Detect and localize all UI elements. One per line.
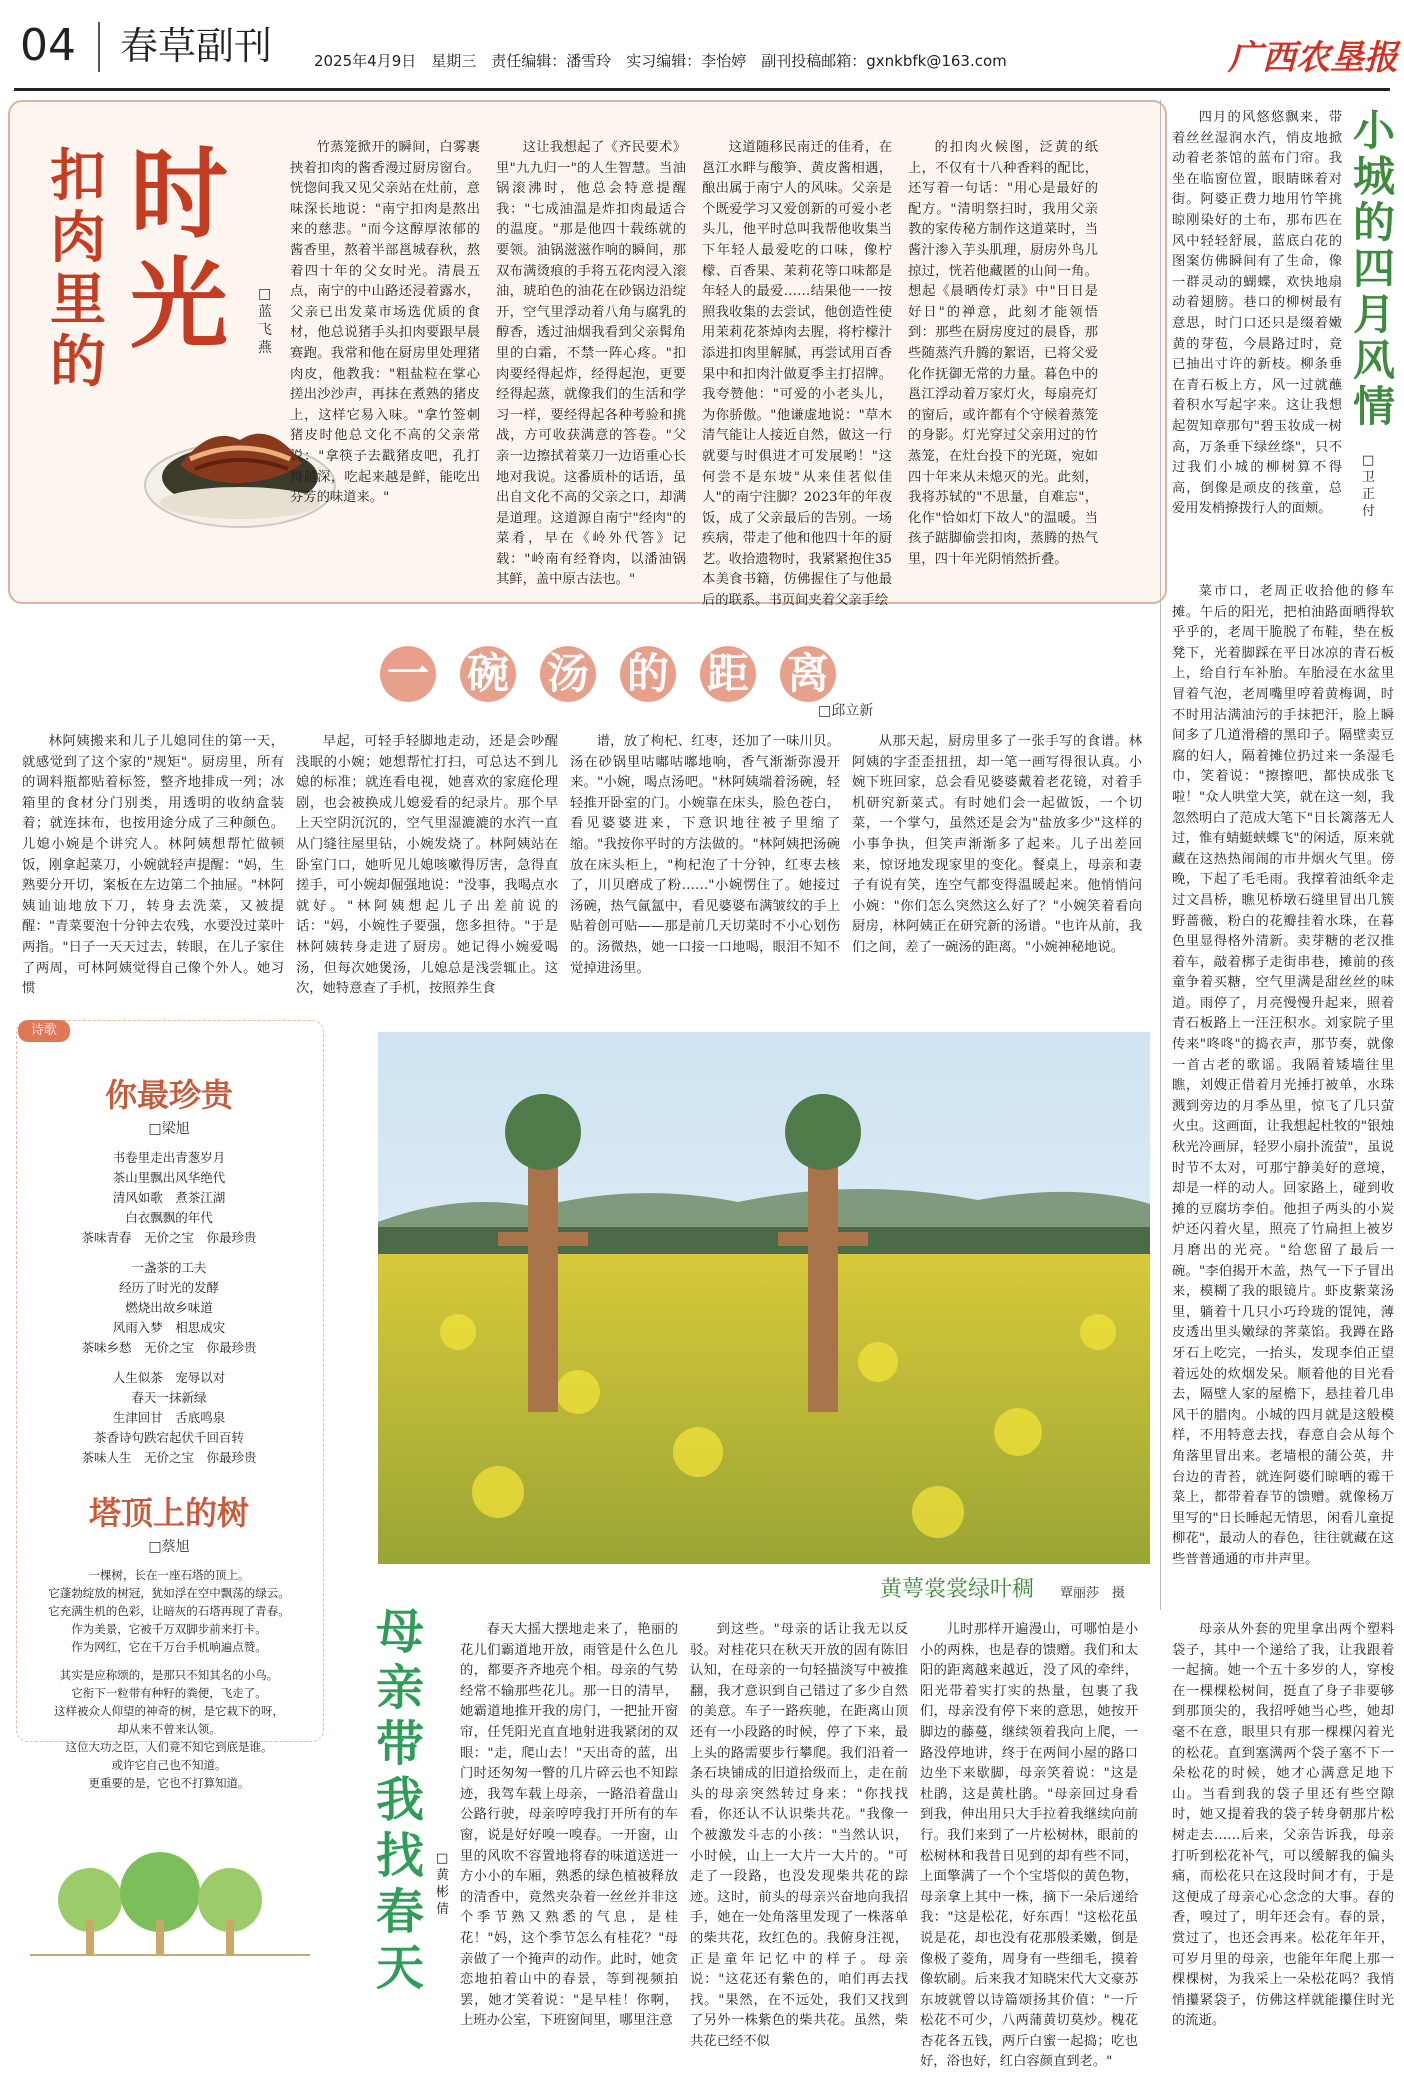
title-char: 碗 xyxy=(460,646,516,702)
poem-line: 茶味青春 无价之宝 你最珍贵 xyxy=(81,1230,257,1245)
article3-text-2: 到这些。"母亲的话让我无以反驳。对桂花只在秋天开放的固有陈旧认知，在母亲的一句轻描淡写中被推翻，我才意识到自己错过了多少自然的美意。车子一路疾驰，在距离山顶还有一小段路的时候，停了下来，最上头的路需要步行攀爬。我们沿着一条石块铺成的旧道拾级而上，走在前头的母亲突然转过身来："你找找看，你还认不认识柴共花。"我像一个被激发斗志的小孩："当然认识，小时候，山上一大片一大片的。"可走了一段路，也没发现柴共花的踪迹。这时，前头的母亲兴奋地向我招手，她在一处角落里发现了一株落单的柴共花，玫红色的。我俯身注视，正是童年记忆中的样子。母亲说："这花还有紫色的，咱们再去找找。"果然，在不远处，我们又找到了另外一株紫色的柴共花。虽然，柴共花已经不似 xyxy=(690,1622,908,2049)
poem-line: 清风如歌 煮茶江湖 xyxy=(112,1190,226,1205)
article1-author: □蓝飞燕 xyxy=(258,286,272,356)
article1-text-4: 的扣肉火候图，泛黄的纸上，不仅有十八种香料的配比，还写着一句话："用心是最好的配方。"清明祭扫时，我用父亲教的家传秘方制作这道菜时，当酱汁渗入芋头肌理，厨房外鸟儿掠过，恍若他藏匿的山间一角。想起《晨晒传灯录》中"日日是好日"的禅意，此刻才能领悟到：那些在厨房度过的晨昏，那些随蒸汽升腾的絮语，已将父爱化作抚御无常的力量。暮色中的邕江浮动着万家灯火，每扇亮灯的窗后，或许都有个守候着蒸笼的身影。灯光穿过父亲用过的竹蒸笼，在灶台投下的光斑，宛如四十年来从未熄灭的光。此刻，我将苏轼的"不思量，自难忘"，化作"恰如灯下故人"的温暖。当孩子踮脚偷尝扣肉，蒸腾的热气里，四十年光阴悄然折叠。 xyxy=(908,140,1098,567)
poem-line: 这位大功之臣，人们竟不知它到底是谁。 xyxy=(65,1740,273,1754)
title-char: 的 xyxy=(620,646,676,702)
poem-line: 这样被众人仰望的神奇的树，是它栽下的呀， xyxy=(54,1704,284,1718)
poem-line: 更重要的是，它也不打算知道。 xyxy=(88,1776,250,1790)
article4-column-body xyxy=(1172,582,1394,1600)
article3-column-1 xyxy=(460,1620,678,2029)
poem-line: 一盏茶的工夫 xyxy=(131,1260,207,1275)
article2-column-4 xyxy=(852,732,1142,1002)
poem-line: 人生似茶 宠辱以对 xyxy=(112,1370,226,1385)
article3-text-3: 儿时那样开遍漫山，可哪怕是小小的两株，也是春的馈赠。我们和太阳的距离越来越近，没了风的牵绊，阳光带着实打实的热量，包裹了我们，母亲没有停下来的意思，她按开脚边的藤蔓，继续领着我向上爬，一路没停地讲，终于在两间小屋的路口边坐下来歇脚，母亲笑着说："这是杜鹃，这是黄杜鹃。"母亲回过身看到我，伸出用只大手拉着我继续向前行。我们来到了一片松树林，眼前的松树林和我昔日见到的却有些不同，上面擎满了一个个宝塔似的黄色物，母亲拿上其中一株，摘下一朵后递给我："这是松花，好东西！"这松花虽说是花，却也没有花那般柔嫩，倒是像极了菱角，周身有一些细毛，摸着像软刷。后来我才知晓宋代大文豪苏东坡就曾以诗篇颂扬其价值："一斤松花不可少，八两蒲黄切莫炒。槐花杏花各五钱，两斤白蜜一起捣；吃也好，浴也好，红白容颜直到老。" xyxy=(920,1622,1138,2070)
poem-line: 生津回甘 舌底鸣泉 xyxy=(112,1410,226,1425)
article1-column-3 xyxy=(702,138,892,609)
poem-line: 它衔下一粒带有种籽的粪便，飞走了。 xyxy=(71,1686,267,1700)
poem-line: 白衣飘飘的年代 xyxy=(125,1210,213,1225)
article1-column-2 xyxy=(496,138,686,588)
masthead-divider xyxy=(98,22,100,72)
poem-line: 它蓬勃绽放的树冠，犹如浮在空中飘荡的绿云。 xyxy=(48,1586,290,1600)
article2-text-4: 从那天起，厨房里多了一张手写的食谱。林阿姨的字歪歪扭扭，却一笔一画写得很认真。小婉下班回家，总会看见婆婆戴着老花镜，对着手机研究新菜式。有时她们会一起做饭，一个切菜，一个掌勺，虽然还是会为"盐放多少"这样的小事争执，但笑声渐渐多了起来。儿子出差回来，惊讶地发现家里的变化。餐桌上，母亲和妻子有说有笑，连空气都变得温暖起来。他悄悄问小婉："你们怎么突然这么好了？"小婉笑着看向厨房，林阿姨正在研究新的汤谱。"也许从前，我们之间，差了一碗汤的距离。"小婉神秘地说。 xyxy=(852,734,1142,955)
article4-author: □卫正付 xyxy=(1362,453,1376,519)
article2-text-2: 早起，可轻手轻脚地走动，还是会吵醒浅眠的小婉；她想帮忙打扫，可总达不到儿媳的标准；就连看电视，她喜欢的家庭伦理剧，也会被换成儿媳爱看的纪录片。那个早上天空阴沉沉的，空气里湿漉漉的水汽一直从门缝往屋里钻，小婉发烧了。林阿姨站在卧室门口，她听见儿媳咳嗽得厉害，急得直搓手，可小婉却倔强地说："没事，我喝点水就好。"林阿姨想起儿子出差前说的话："妈，小婉性子要强，您多担待。"于是林阿姨转身走进了厨房。她记得小婉爱喝汤，但每次她煲汤，儿媳总是浅尝辄止。这次，她特意查了手机，按照养生食 xyxy=(296,734,558,997)
poem-line: 茶香诗句跌宕起伏千回百转 xyxy=(93,1430,244,1445)
poem-line: 书卷里走出青葱岁月 xyxy=(112,1150,226,1165)
masthead-info: 2025年4月9日 星期三 责任编辑：潘雪玲 实习编辑：李怡婷 副刊投稿邮箱：gxnkbfk@163.com xyxy=(314,52,1007,70)
article1-column-4 xyxy=(908,138,1098,588)
poem-line: 作为网红，它在千万台手机响遍点赞。 xyxy=(71,1640,267,1654)
photo-credit: 覃丽莎 摄 xyxy=(1060,1586,1126,1601)
article1-title-small: 扣肉里的 xyxy=(50,143,106,395)
trees-decoration-icon xyxy=(30,1850,310,1960)
article1-text-2: 这让我想起了《齐民要术》里"九九归一"的人生智慧。当油锅滚沸时，他总会特意提醒我："七成油温是炸扣肉最适合的温度。"那是他四十载练就的要领。油锅滋滋作响的瞬间，那双布满烫痕的手将五花肉浸入滚油，琥珀色的油花在砂锅边沿绽开，空气里浮动着八角与腐乳的醇香，透过油烟我看到父亲髯角里的白霜，不禁一阵心疼。"扣肉要经得起炸，经得起泡，更要经得起蒸，就像我们的生活和学习一样，要经得起各种考验和挑战，方可收获满意的答卷。"父亲一边擦拭着菜刀一边语重心长地对我说。这番质朴的话语，虽出自文化不高的父亲之口，却满是道理。这道源自南宁"经肉"的菜肴，早在《岭外代答》记载："岭南有经脊肉，以潘油锅其鲜，盖中原古法也。" xyxy=(496,140,686,588)
poem2-title: 塔顶上的树 xyxy=(88,1494,249,1532)
article3-column-3 xyxy=(920,1620,1138,2070)
poem-line: 其实是应称颂的，是那只不知其名的小鸟。 xyxy=(59,1668,279,1682)
article2-text-1: 林阿姨搬来和儿子儿媳同住的第一天，就感觉到了这个家的"规矩"。厨房里，所有的调料瓶都贴着标签，整齐地排成一列；冰箱里的食材分门别类，用透明的收纳盒装着；就连抹布，也按用途分成了三种颜色。儿媳小婉是个讲究人。林阿姨想帮忙做顿饭，刚拿起菜刀，小婉就轻声提醒："妈，生熟要分开切，案板在左边第二个抽屉。"林阿姨讪讪地放下刀，转身去洗菜，又被提醒："青菜要泡十分钟去农残，水要没过菜叶两指。"日子一天天过去，转眼，在儿子家住了两周，可林阿姨觉得自己像个外人。她习惯 xyxy=(22,734,284,997)
article3-column-4 xyxy=(1172,1620,1394,2029)
poem2-body xyxy=(16,1566,322,1792)
poem-line: 春天一抹新绿 xyxy=(131,1390,207,1405)
poem-line: 却从来不曾来认领。 xyxy=(117,1722,221,1736)
poem1-author: □梁旭 xyxy=(148,1121,190,1137)
title-char: 汤 xyxy=(540,646,596,702)
section-name: 春草副刊 xyxy=(120,24,273,68)
poem-line: 茶山里飘出风华绝代 xyxy=(112,1170,226,1185)
article2-column-3 xyxy=(570,732,840,1002)
poem-line: 一棵树，长在一座石塔的顶上。 xyxy=(88,1568,250,1582)
article3-title: 母亲带我找春天 xyxy=(375,1604,424,1996)
photo-caption: 黄萼裳裳绿叶稠 xyxy=(880,1577,1035,1602)
article1-text-3: 这道随移民南迁的佳肴，在邕江水畔与酸笋、黄皮酱相遇，酿出属于南宁人的风味。父亲是个既爱学习又爱创新的可爱小老头儿，他平时总叫我帮他收集当下年轻人最爱吃的口味，像柠檬、百香果、茉莉花等口味都是年轻人的最爱……结果他一一按照我收集的去尝试，他创造性使用茉莉花茶焯肉去腥，将柠檬汁添进扣肉里解腻，再尝试用百香果中和扣肉汁做夏季主打招牌。我夸赞他："可爱的小老头儿，为你骄傲。"他谦虚地说："草木清气能让人接近自然，做这一行就要与时俱进才可发展哟！"这何尝不是东坡"从来佳茗似佳人"的南宁注脚？2023年的年夜饭，成了父亲最后的告别。一场疾病，带走了他和他四十年的厨艺。收拾遗物时，我紧紧抱住35本美食书籍，仿佛握住了与他最后的联系。书页间夹着父亲手绘 xyxy=(702,140,892,609)
article3-text-4: 母亲从外套的兜里拿出两个塑料袋子，其中一个递给了我，让我跟着一起摘。她一个五十多岁的人，穿梭在一棵棵松树间，挺直了身子非要够到那顶尖的，我招呼她当心些，她却毫不在意，眼里只有那一棵棵闪着光的松花。直到塞满两个袋子塞不下一朵松花的时候，她才心满意足地下山。当看到我的袋子里还有些空隙时，她又提着我的袋子转身朝那片松树走去……后来，父亲告诉我，母亲打听到松花补气，可以缓解我的偏头痛，而松花只在这段时间才有，于是这便成了母亲心心念念的大事。春的香，嗅过了，明年还会有。春的景，赏过了，也还会再来。松花年年开，可岁月里的母亲，也能年年爬上那一棵棵树，为我采上一朵松花吗？我悄悄攥紧袋子，仿佛这样就能攥住时光的流逝。 xyxy=(1172,1622,1394,2029)
poem-line: 经历了时光的发酵 xyxy=(118,1280,219,1295)
title-char: 一 xyxy=(380,646,436,702)
article4-title: 小城的四月风情 xyxy=(1352,106,1395,431)
article4-text-top: 四月的风悠悠飘来，带着丝丝湿润水汽，悄皮地掀动着老茶馆的蓝布门帘。我坐在临窗位置，眼睛眯着对街。阿婆正费力地用竹竿挑晾刚染好的土布，那布匹在风中轻轻舒展，蓝底白花的图案仿佛瞬间有了生命，像一群灵动的蝴蝶，欢快地扇动着翅膀。巷口的柳树最有意思，时门口还只是缀着嫩黄的芽苞，今晨路过时，竟已抽出寸许的新枝。柳条垂在青石板上方，风一过就蘸着积水写起字来。这让我想起贺知章那句"碧玉妆成一树高，万条垂下绿丝绦"，只不过我们小城的柳树算不得高，倒像是顽皮的孩童，总爱用发梢撩拨行人的面颊。 xyxy=(1172,110,1342,517)
poem1-body xyxy=(16,1148,322,1468)
poem-line: 作为美景，它被千万双脚步前来打卡。 xyxy=(71,1622,267,1636)
poem-line: 茶味人生 无价之宝 你最珍贵 xyxy=(81,1450,257,1465)
article2-text-3: 谱，放了枸杞、红枣，还加了一味川贝。汤在砂锅里咕嘟咕嘟地响，香气渐渐弥漫开来。"小婉，喝点汤吧。"林阿姨端着汤碗，轻轻推开卧室的门。小婉靠在床头，脸色苍白，看见婆婆进来，下意识地往被子里缩了缩。"我按你平时的方法做的。"林阿姨把汤碗放在床头柜上，"枸杞泡了十分钟，红枣去核了，川贝磨成了粉……"小婉愣住了。她接过汤碗，热气氤氲中，看见婆婆布满皱纹的手上贴着创可贴——那是前几天切菜时不小心划伤的。汤微热，她一口接一口地喝，眼泪不知不觉掉进汤里。 xyxy=(570,734,840,976)
rapeseed-field-photo xyxy=(378,1032,1150,1564)
poem2-author: □蔡旭 xyxy=(148,1539,190,1555)
poem-line: 风雨入梦 相思成灾 xyxy=(112,1320,226,1335)
article1-title-big: 时光 xyxy=(130,137,229,362)
article1-column-1 xyxy=(290,138,480,588)
poem-line: 燃烧出故乡味道 xyxy=(125,1300,213,1315)
article4-column-top xyxy=(1172,108,1342,578)
article3-text-1: 春天大摇大摆地走来了，艳丽的花儿们霸道地开放，雨管是什么色儿的，都要齐齐地亮个相。母亲的气势经常不输那些花儿。那一日的清早，她霸道地推开我的房门，一把扯开窗帘，任凭阳光直直地射进我紧闭的双眼："走，爬山去！"天出奇的蓝，出门时还匆匆一瞥的几片碎云也不知踪迹，我驾车载上母亲，一路沿着盘山公路行驶，母亲哼哼我打开所有的车窗，说是好好嗅一嗅春。一开窗，山里的风吹不容置地将春的味道送进一方小小的车厢，熟悉的绿色植被释放的清香中，竟然夹杂着一丝丝并非这个季节熟又熟悉的气息，是桂花！"妈，这个季节怎么有桂花？"母亲做了一个掩声的动作。此时，她贪恋地拍着山中的春景，等到视频拍罢，她才笑着说："是早桂！你啊，上班办公室，下班窗间里，哪里注意 xyxy=(460,1622,678,2029)
page-number: 04 xyxy=(20,20,76,71)
article2-column-2 xyxy=(296,732,558,1002)
article4-text-body: 菜市口，老周正收拾他的修车摊。午后的阳光，把柏油路面晒得软乎乎的，老周干脆脱了布鞋，垫在板凳下，光着脚踩在平日冰凉的青石板上，给自行车补胎。车胎浸在水盆里冒着气泡，老周嘴里哼着黄梅调，时不时用沾满油污的手抹把汗，脸上瞬间多了几道滑稽的黑印子。隔壁卖豆腐的妇人，隔着摊位扔过来一条湿毛巾，笑着说："擦擦吧，都快成张飞啦！"众人哄堂大笑，就在这一刻，我忽然明白了范成大笔下"日长篱落无人过，惟有蜻蜓蛱蝶飞"的闲适，原来就藏在这热热闹闹的市井烟火气里。傍晚，下起了毛毛雨。我撑着油纸伞走过文昌桥，瞧见桥墩石缝里冒出几簇野蔷薇，粉白的花瓣挂着水珠，在暮色里显得格外清新。卖芽糖的老汉推着车，敲着梆子走街串巷，摊前的孩童争着买糖，空气里满是甜丝丝的味道。雨停了，月亮慢慢升起来，照着青石板路上一汪汪积水。刘家院子里传来"咚咚"的捣衣声，那节奏，就像一首古老的歌谣。我隔着矮墙往里瞧，刘嫂正借着月光捶打被单，水珠溅到旁边的月季丛里，惊飞了几只萤火虫。这画面，让我想起杜牧的"银烛秋光冷画屏，轻罗小扇扑流萤"，虽说时节不太对，可那宁静美好的意境，却是一样的动人。回家路上，碰到收摊的豆腐坊李伯。他担子两头的小炭炉还闪着火星，照亮了竹扁担上被岁月磨出的光亮。"给您留了最后一碗。"李伯揭开木盖，热气一下子冒出来，模糊了我的眼镜片。虾皮紫菜汤里，躺着十几只小巧玲珑的馄饨，薄皮透出里头嫩绿的荠菜馅。我蹲在路牙石上吃完，一抬头，发现李伯正望着远处的炊烟发呆。顺着他的目光看去，隔壁人家的屋檐下，悬挂着几串风干的腊肉。小城的四月就是这般模样，不用特意去找，春意自会从每个角落里冒出来。老墙根的蒲公英，井台边的青苔，就连阿婆们晾晒的霉干菜上，都带着春节的馈赠。就像杨万里写的"日长睡起无情思，闲看儿童捉柳花"，最动人的春色，往往就藏在这些普普通通的市井声里。 xyxy=(1172,584,1394,1567)
poem1-title: 你最珍贵 xyxy=(104,1076,233,1114)
article2-column-1 xyxy=(22,732,284,1002)
article3-column-2 xyxy=(690,1620,908,2049)
article1-text-1: 竹蒸笼掀开的瞬间，白雾裹挟着扣肉的酱香漫过厨房窗台。恍惚间我又见父亲站在灶前，意味深长地说："南宁扣肉是熬出来的慈悲。"而今这醇厚浓郁的酱香里，熬着半部邕城春秋，熬着四十年的父女时光。清晨五点，南宁的中山路还浸着露水，父亲已出发菜市场选优质的食材，他总说猪手头扣肉要跟早晨赛跑。我常和他在厨房里处理猪肉皮，他教我："粗盐粒在掌心搓出沙沙声，再抹在煮熟的猪皮上，这样它易入味。"拿竹签刺猪皮时他总文化不高的父亲常说："拿筷子去戳猪皮吧，孔打得越深，吃起来越是鲜，能吃出芬芳的味道来。" xyxy=(290,140,480,506)
title-char: 离 xyxy=(780,646,836,702)
poem-line: 或许它自己也不知道。 xyxy=(111,1758,227,1772)
poem-line: 它充满生机的色彩，让暗灰的石塔再现了青春。 xyxy=(48,1604,290,1618)
poetry-tag: 诗歌 xyxy=(18,1020,70,1042)
article3-author: □黄彬倩 xyxy=(436,1851,450,1917)
article2-author: □邱立新 xyxy=(818,703,874,719)
column-divider xyxy=(1160,100,1161,1610)
article2-title xyxy=(380,646,860,710)
newspaper-logo: 广西农垦报 xyxy=(1228,38,1398,78)
title-char: 距 xyxy=(700,646,756,702)
poem-line: 茶味乡愁 无价之宝 你最珍贵 xyxy=(81,1340,257,1355)
masthead-rule xyxy=(14,88,1390,91)
